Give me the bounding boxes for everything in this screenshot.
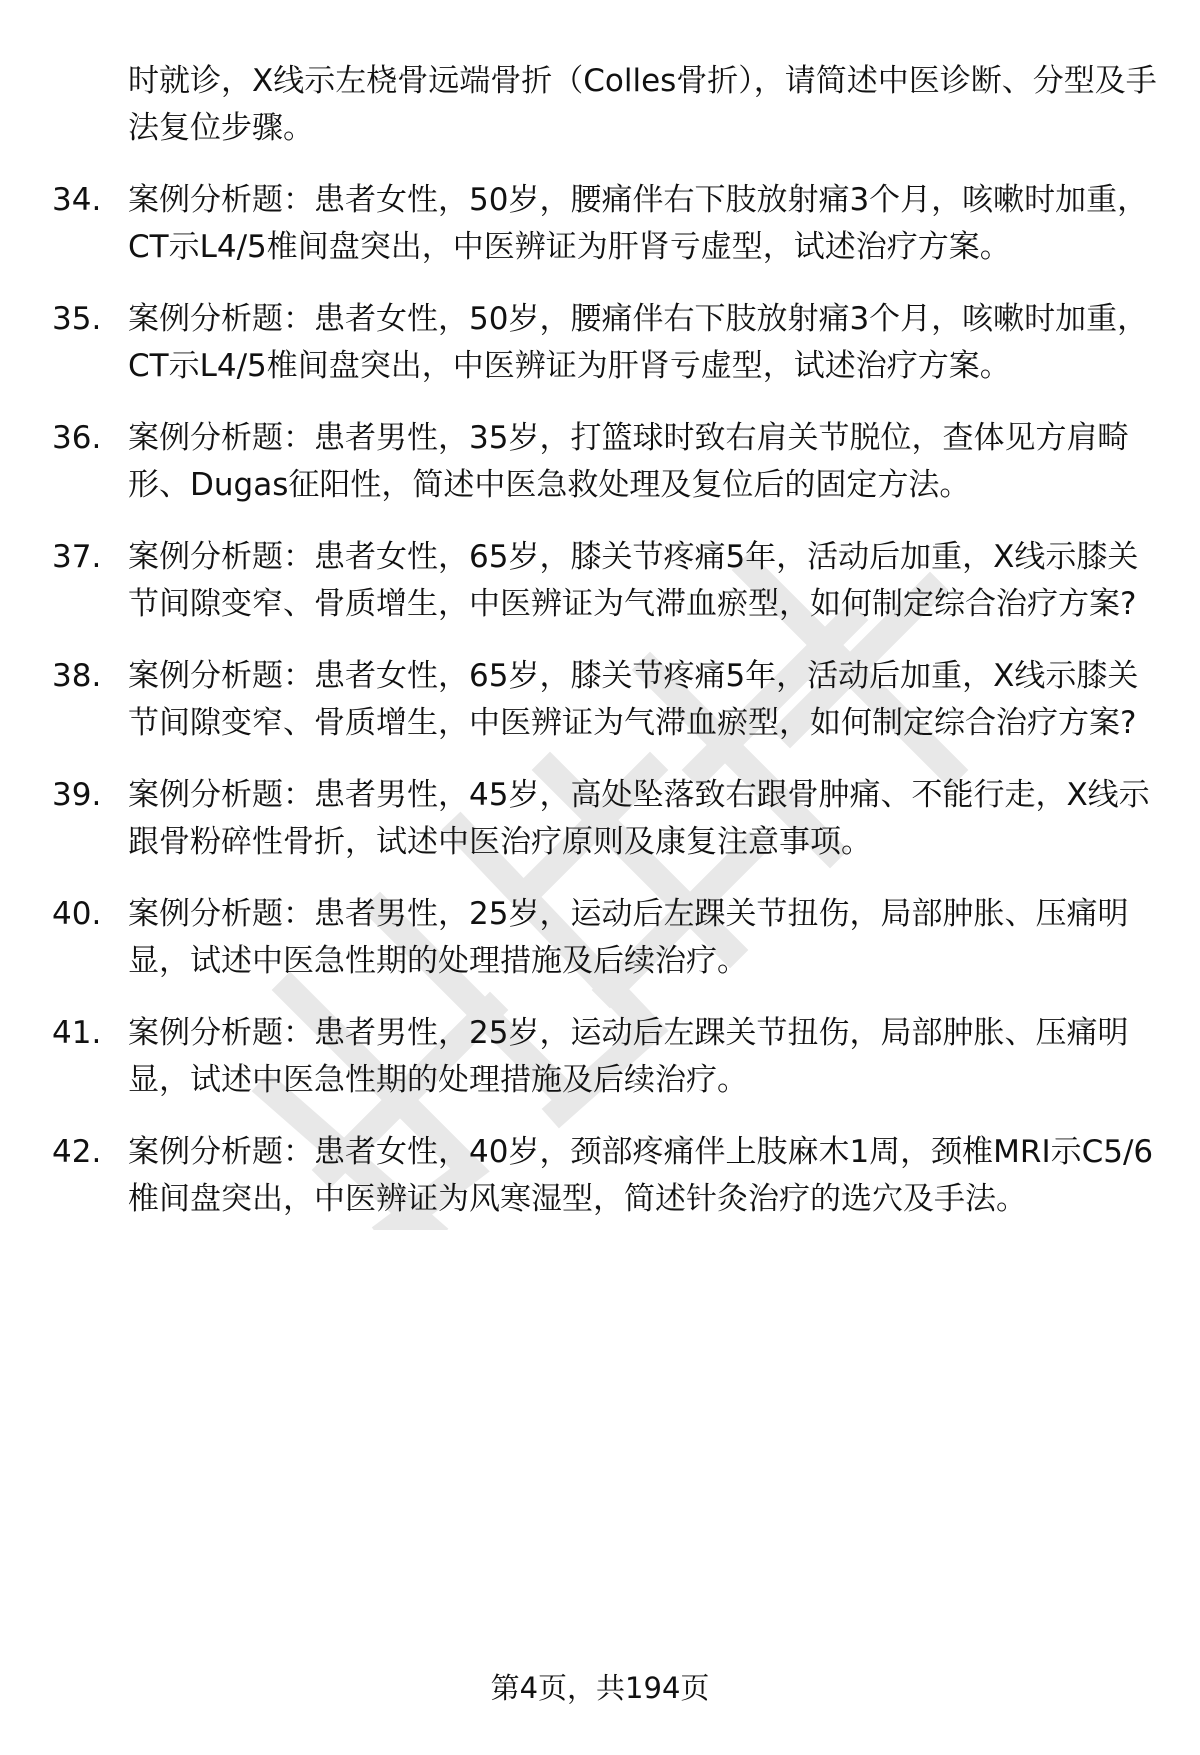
question-number: 39. bbox=[52, 777, 102, 813]
question-text: 案例分析题：患者女性，50岁，腰痛伴右下肢放射痛3个月，咳嗽时加重，CT示L4/5椎间盘突出，中医辨证为肝肾亏虚型，试述治疗方案。 bbox=[128, 182, 1149, 265]
question-item bbox=[0, 415, 1200, 509]
question-item bbox=[0, 1129, 1200, 1223]
question-item bbox=[0, 772, 1200, 866]
question-text: 案例分析题：患者男性，45岁，高处坠落致右跟骨肿痛、不能行走，X线示跟骨粉碎性骨折，试述中医治疗原则及康复注意事项。 bbox=[128, 777, 1150, 860]
question-item bbox=[0, 296, 1200, 390]
question-number: 35. bbox=[52, 301, 102, 337]
continuation-paragraph: 时就诊，X线示左桡骨远端骨折（Colles骨折），请简述中医诊断、分型及手法复位步骤。 bbox=[128, 63, 1157, 146]
question-text: 案例分析题：患者男性，35岁，打篮球时致右肩关节脱位，查体见方肩畸形、Dugas征阳性，简述中医急救处理及复位后的固定方法。 bbox=[128, 420, 1129, 503]
question-number: 34. bbox=[52, 182, 102, 218]
question-item bbox=[0, 534, 1200, 628]
question-text: 案例分析题：患者女性，65岁，膝关节疼痛5年，活动后加重，X线示膝关节间隙变窄、骨质增生，中医辨证为气滞血瘀型，如何制定综合治疗方案? bbox=[128, 539, 1139, 622]
question-text: 案例分析题：患者男性，25岁，运动后左踝关节扭伤，局部肿胀、压痛明显，试述中医急性期的处理措施及后续治疗。 bbox=[128, 896, 1129, 979]
question-list bbox=[0, 58, 1200, 1248]
question-text: 案例分析题：患者女性，40岁，颈部疼痛伴上肢麻木1周，颈椎MRI示C5/6椎间盘突出，中医辨证为风寒湿型，简述针灸治疗的选穴及手法。 bbox=[128, 1134, 1154, 1217]
question-number: 41. bbox=[52, 1015, 102, 1051]
question-number: 37. bbox=[52, 539, 102, 575]
question-text: 案例分析题：患者女性，65岁，膝关节疼痛5年，活动后加重，X线示膝关节间隙变窄、骨质增生，中医辨证为气滞血瘀型，如何制定综合治疗方案? bbox=[128, 658, 1139, 741]
question-item bbox=[0, 653, 1200, 747]
question-number: 42. bbox=[52, 1134, 102, 1170]
question-item bbox=[0, 177, 1200, 271]
question-text: 案例分析题：患者女性，50岁，腰痛伴右下肢放射痛3个月，咳嗽时加重，CT示L4/5椎间盘突出，中医辨证为肝肾亏虚型，试述治疗方案。 bbox=[128, 301, 1149, 384]
question-number: 38. bbox=[52, 658, 102, 694]
question-number: 40. bbox=[52, 896, 102, 932]
question-item bbox=[0, 1010, 1200, 1104]
question-number: 36. bbox=[52, 420, 102, 456]
page-number-footer: 第4页，共194页 bbox=[490, 1671, 710, 1705]
question-text: 案例分析题：患者男性，25岁，运动后左踝关节扭伤，局部肿胀、压痛明显，试述中医急性期的处理措施及后续治疗。 bbox=[128, 1015, 1129, 1098]
question-item bbox=[0, 891, 1200, 985]
